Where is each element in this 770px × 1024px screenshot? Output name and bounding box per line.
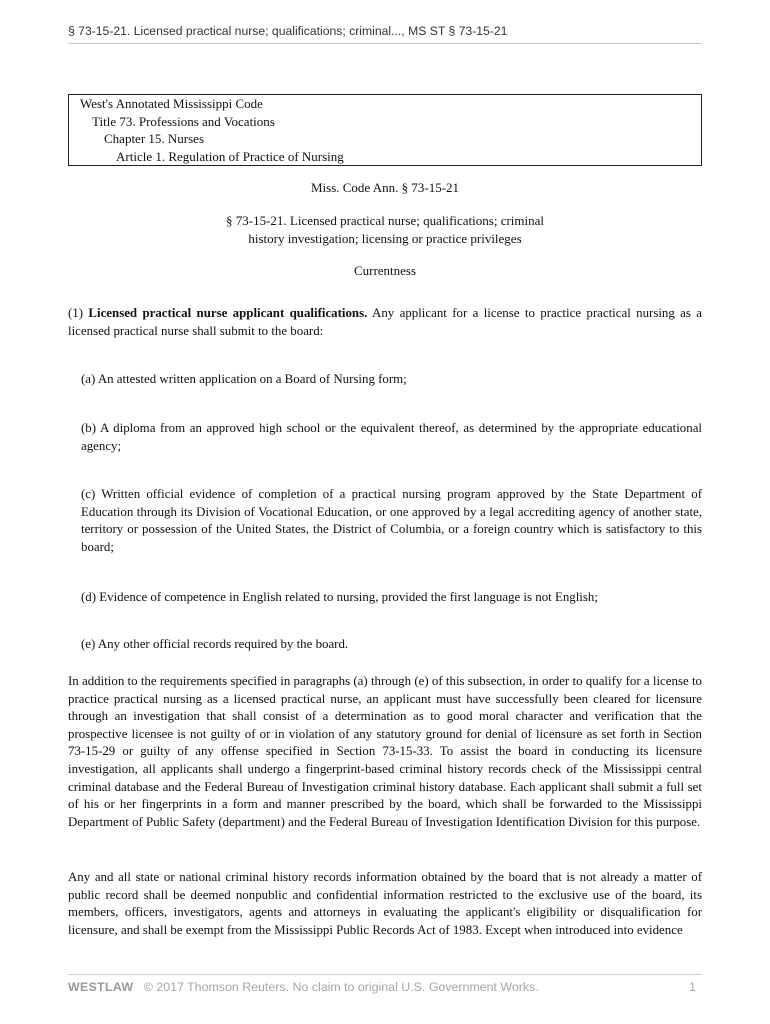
page-footer <box>68 980 702 998</box>
item-e: (e) Any other official records required by the board. <box>81 637 349 651</box>
chapter-line: Chapter 15. Nurses <box>104 131 205 146</box>
paragraph-records-confidentiality: Any and all state or national criminal history records information obtained by the board that is not already a matter of public record shall be deemed nonpublic and confidential information restricted to the exclusive use of the board, its members, officers, investigators, agents and attorneys in evaluating the applicant's eligibility or disqualification for licensure, and shall be exempt from the Mississippi Public Records Act of 1983. Except when introduced into evidence <box>68 870 702 937</box>
paragraph-background-check: In addition to the requirements specified in paragraphs (a) through (e) of this subsection, in order to qualify for a license to practice practical nursing as a licensed practical nurse, an applicant must have successfully been cleared for licensure through an investigation that shall consist of a determination as to good moral character and verification that the prospective licensee is not guilty of or in violation of any statutory ground for denial of licensure as set forth in Section 73-15-29 or guilty of any offense specified in Section 73-15-33. To assist the board in conducting its licensure investigation, all applicants shall undergo a fingerprint-based criminal history records check of the Mississippi central criminal database and the Federal Bureau of Investigation criminal history database. Each applicant shall submit a full set of his or her fingerprints in a form and manner prescribed by the board, which shall be forwarded to the Mississippi Department of Public Safety (department) and the Federal Bureau of Investigation Identification Division for this purpose. <box>68 674 702 829</box>
paragraph-text: Any applicant for a license to practice practical nursing as a licensed practical nurse shall submit to the board: <box>68 306 703 338</box>
footer-divider <box>68 974 702 975</box>
paragraph-1 <box>68 305 702 340</box>
copyright-notice: © 2017 Thomson Reuters. No claim to original U.S. Government Works. <box>143 980 539 994</box>
currentness-label: Currentness <box>353 263 417 278</box>
section-title-line-1: § 73-15-21. Licensed practical nurse; qualifications; criminal <box>225 213 545 228</box>
citation: Miss. Code Ann. § 73-15-21 <box>310 180 460 195</box>
citation-hierarchy-box <box>68 94 702 166</box>
running-header: § 73-15-21. Licensed practical nurse; qualifications; criminal..., MS ST § 73-15-21 <box>68 24 508 38</box>
paragraph-number: (1) <box>68 306 84 320</box>
item-c: (c) Written official evidence of completion of a practical nursing program approved by the State Department of Education through its Division of Vocational Education, or one approved by a legal accrediting agency of another state, territory or possession of the United States, the District of Columbia, or a foreign country which is satisfactory to this board; <box>81 487 702 554</box>
item-a: (a) An attested written application on a Board of Nursing form; <box>81 372 407 386</box>
westlaw-logo: WESTLAW <box>68 980 134 994</box>
page-number: 1 <box>689 980 696 994</box>
item-d: (d) Evidence of competence in English related to nursing, provided the first language is not English; <box>81 590 598 604</box>
article-line: Article 1. Regulation of Practice of Nursing <box>116 148 344 164</box>
item-b: (b) A diploma from an approved high school or the equivalent thereof, as determined by the appropriate educational agency; <box>81 421 702 453</box>
section-title-line-2: history investigation; licensing or practice privileges <box>248 231 522 246</box>
title-line: Title 73. Professions and Vocations <box>92 113 275 129</box>
code-title: West's Annotated Mississippi Code <box>80 96 263 111</box>
paragraph-heading: Licensed practical nurse applicant qualifications. <box>88 306 368 320</box>
header-divider <box>68 43 702 44</box>
